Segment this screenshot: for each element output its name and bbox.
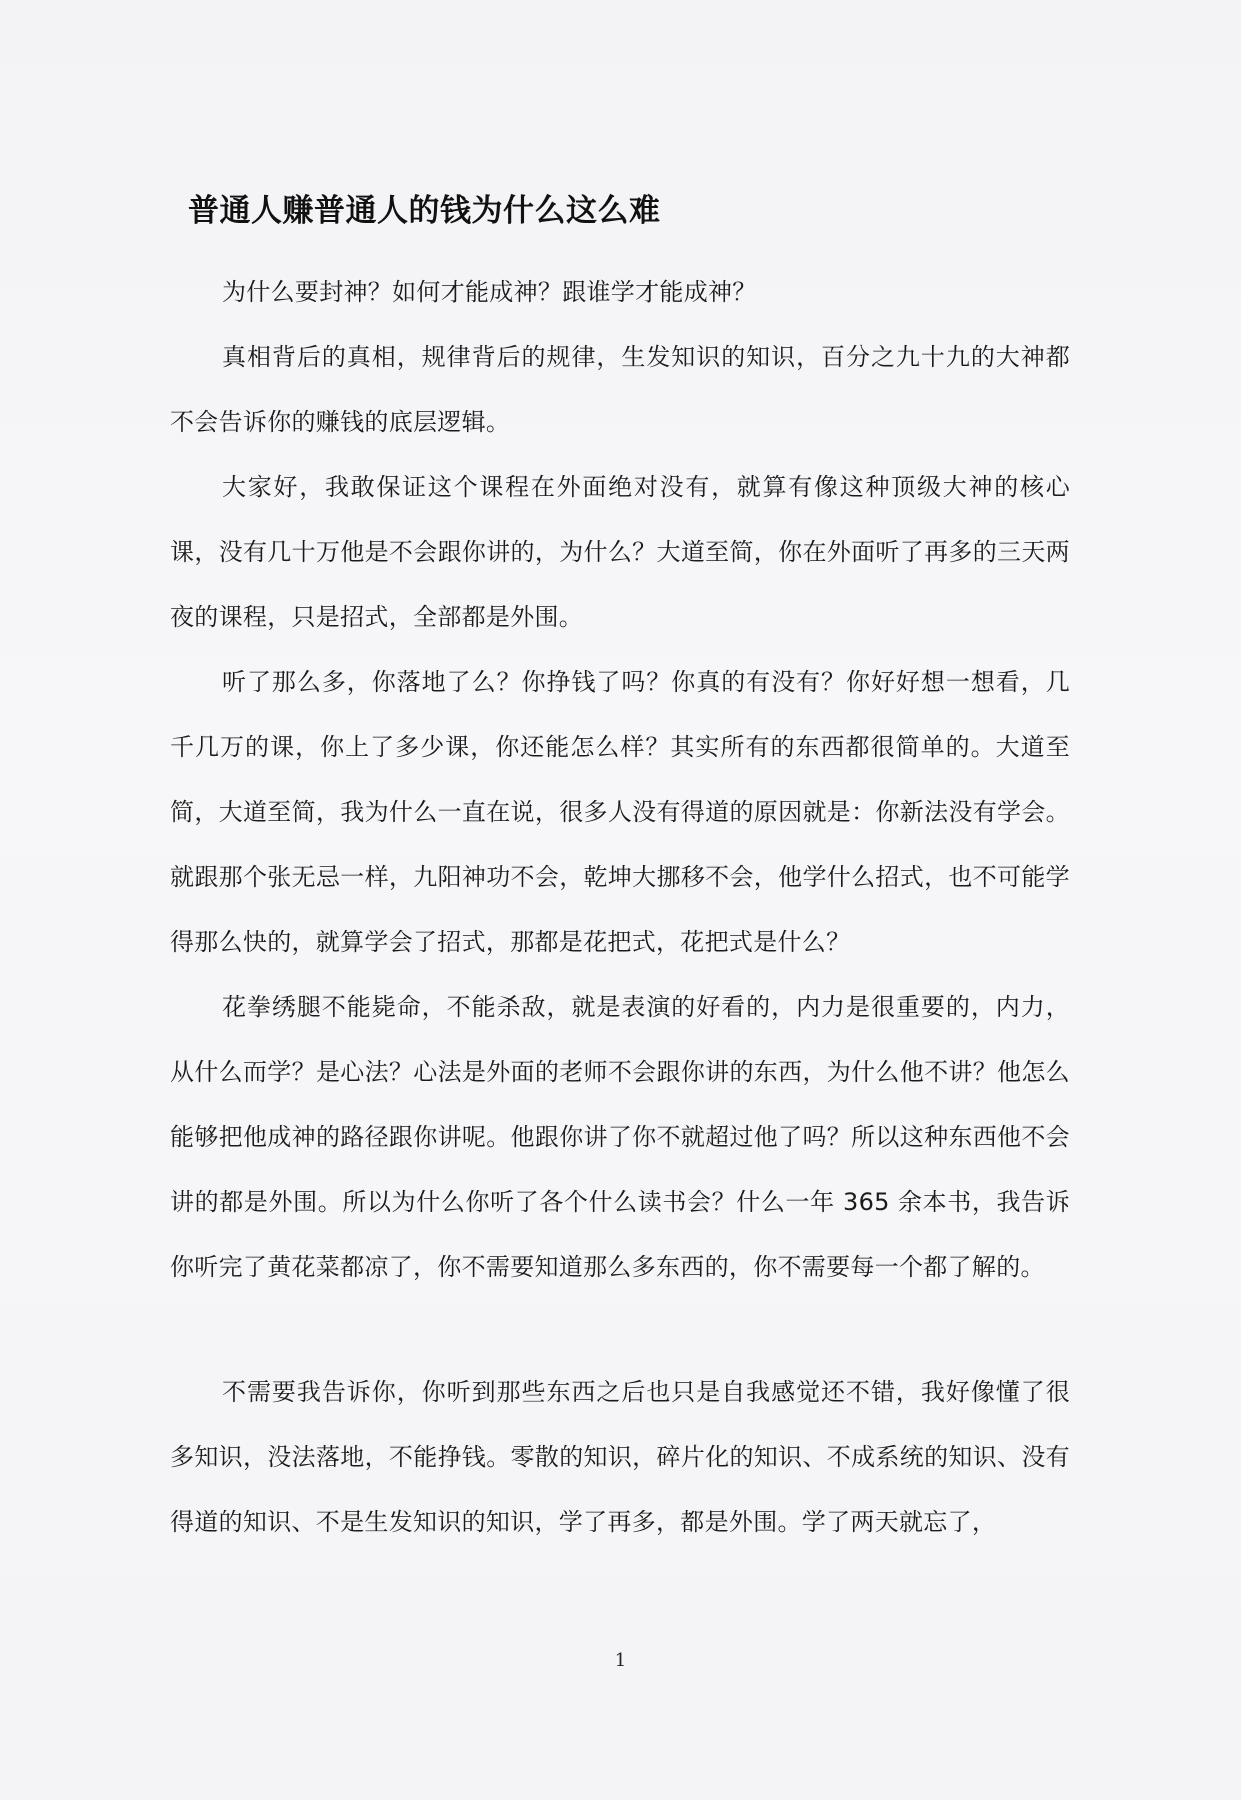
- paragraph-6: 不需要我告诉你，你听到那些东西之后也只是自我感觉还不错，我好像懂了很多知识，没法落地，不能挣钱。零散的知识，碎片化的知识、不成系统的知识、没有得道的知识、不是生发知识的知识，学了再多，都是外围。学了两天就忘了，: [170, 1378, 1070, 1536]
- document-body: [170, 185, 1070, 1555]
- page-number: 1: [614, 1650, 627, 1671]
- paragraph-1: 为什么要封神？如何才能成神？跟谁学才能成神？: [222, 278, 757, 306]
- paragraph-2: 真相背后的真相，规律背后的规律，生发知识的知识，百分之九十九的大神都不会告诉你的赚钱的底层逻辑。: [170, 343, 1070, 436]
- document-title: 普通人赚普通人的钱为什么这么难: [188, 193, 661, 229]
- paragraph-5: 花拳绣腿不能毙命，不能杀敌，就是表演的好看的，内力是很重要的，内力，从什么而学？是心法？心法是外面的老师不会跟你讲的东西，为什么他不讲？他怎么能够把他成神的路径跟你讲呢。他跟你讲了你不就超过他了吗？所以这种东西他不会讲的都是外围。所以为什么你听了各个什么读书会？什么一年 365 余本书，我告诉你听完了黄花菜都凉了，你不需要知道那么多东西的，你不需要每一个都了解的。: [170, 993, 1070, 1281]
- paragraph-4: 听了那么多，你落地了么？你挣钱了吗？你真的有没有？你好好想一想看，几千几万的课，你上了多少课，你还能怎么样？其实所有的东西都很简单的。大道至简，大道至简，我为什么一直在说，很多人没有得道的原因就是：你新法没有学会。就跟那个张无忌一样，九阳神功不会，乾坤大挪移不会，他学什么招式，也不可能学得那么快的，就算学会了招式，那都是花把式，花把式是什么？: [170, 668, 1070, 956]
- paragraph-3: 大家好，我敢保证这个课程在外面绝对没有，就算有像这种顶级大神的核心课，没有几十万他是不会跟你讲的，为什么？大道至简，你在外面听了再多的三天两夜的课程，只是招式，全部都是外围。: [170, 473, 1070, 631]
